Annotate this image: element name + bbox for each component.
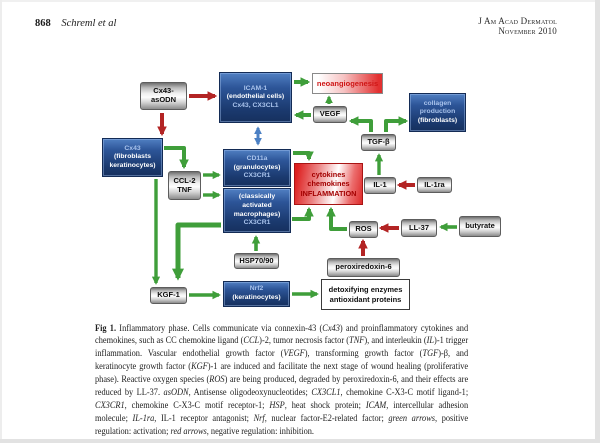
caption-text: , nuclear factor-E2-related factor; [264,413,389,424]
node-label: cytokines [311,169,346,179]
caption-text: , chemokine C-X3-C motif receptor-1; [124,400,270,411]
caption-text: ) are being produced, degraded by peroxiredoxin-6, and their effects are reduced by LL-37. [95,375,469,399]
caption-text: asODN [163,388,189,399]
node-label: Cx43 [124,144,141,152]
caption-text: ICAM [365,400,387,411]
node-macrophages [223,188,291,233]
node-label: TGF-β [367,137,390,147]
caption-text: , Antisense oligodeoxynucleotides; [188,388,312,399]
node-label: ROS [355,224,372,234]
page-number: 868 [35,18,51,29]
node-ll37 [401,219,437,237]
node-label: (classically [238,193,276,201]
node-label: CD11a [246,155,268,163]
caption-text: Nrf [253,413,265,424]
node-label: VEGF [319,109,341,119]
node-label: asODN [150,95,176,104]
caption-text: KGF [191,362,208,373]
node-kgf1 [150,287,187,304]
arrow-cd11a-to-inflammation [293,153,309,159]
node-ros [349,221,378,238]
node-label: (granulocytes) [233,163,281,171]
node-label: (fibroblasts) [417,116,458,124]
node-vegf [313,106,347,123]
node-icam1 [219,72,292,123]
node-label: CX3CR1 [243,172,271,180]
caption-text: )-2, tumor necrosis factor ( [259,336,350,347]
node-cx43-fibro [102,138,163,177]
caption-text: , intercellular adhesion molecule; [95,400,469,424]
node-nrf2 [223,281,290,307]
caption-text: ) and proinflammatory cytokines and chemokines, such as CC chemokine ligand ( [95,323,469,347]
node-ccl2-tnf [168,171,201,200]
arrow-macrophages-to-kgf1 [178,225,221,278]
caption-text: )-β, and keratinocyte growth factor ( [95,349,469,373]
caption-text: TNF [349,336,365,347]
node-detox [321,279,410,310]
caption-text: green arrows [388,413,436,424]
node-il1 [364,177,396,194]
node-label: (keratinocytes) [232,294,281,301]
node-label: Cx43, CX3CL1 [232,101,279,109]
caption-text: VEGF [283,349,305,360]
arrow-cx43-fibro-to-ccl2-tnf [164,148,184,167]
caption-text: CCL [243,336,260,347]
caption-text: HSP [269,400,285,411]
caption-text: )-1 are induced and facilitate the next stage of wound healing (proliferative phase). Reactive oxygen species ( [95,362,469,386]
node-label: peroxiredoxin-6 [335,262,392,272]
arrow-ros-to-inflammation [331,209,347,229]
node-butyrate [459,216,501,237]
caption-text: )-1 trigger inflammation. Vascular endothelial growth factor ( [95,336,469,360]
caption-text: ), and interleukin ( [364,336,427,347]
caption-text: , chemokine C-X3-C motif ligand-1; [340,388,469,399]
node-label: macrophages) [233,210,281,218]
arrow-tgfb-to-vegf [351,121,371,132]
caption-text: Cx43 [322,323,340,334]
node-label: Nrf2 [249,285,264,293]
caption-text: TGF [422,349,439,360]
figure-caption [95,323,468,439]
node-prdx6 [327,258,400,277]
node-label: collagen [423,99,452,107]
node-label: production [419,108,456,116]
node-label: CCL-2 [173,175,196,185]
arrow-tgfb-to-collagen [386,121,406,132]
node-label: activated [242,201,272,209]
node-label: (endothelial cells) [226,93,285,101]
node-label: LL-37 [408,222,429,232]
node-label: (fibroblasts [113,153,151,161]
caption-text: CX3CL1 [311,388,341,399]
node-label: butyrate [465,221,495,231]
node-cx43-asodn [140,82,187,110]
node-inflammation [294,163,363,205]
caption-figure-label: Fig 1. [95,323,117,334]
caption-text: , IL-1 receptor antagonist; [154,413,254,424]
caption-text: CX3CR1 [95,400,125,411]
node-label: KGF-1 [157,290,180,300]
caption-text: red arrows [170,426,207,437]
node-tgfb [361,134,396,151]
node-collagen [409,93,466,132]
node-label: IL-1ra [424,179,445,189]
node-label: ICAM-1 [243,84,268,92]
caption-text: Inflammatory phase. Cells communicate via connexin-43 ( [116,323,323,334]
node-label: TNF [177,184,192,194]
caption-text: ROS [209,375,225,386]
caption-text: IL [426,336,435,347]
node-label: neoangiogenesis [316,79,379,88]
node-label: antioxidant proteins [329,294,402,304]
node-label: Cx43- [153,86,174,96]
caption-text: , positive regulation: activation; [95,413,469,437]
node-label: keratinocytes) [109,161,156,169]
node-label: INFLAMMATION [300,188,357,198]
journal-name: J Am Acad Dermatol [478,16,557,26]
arrow-macrophages-to-inflammation [292,209,309,219]
node-il1ra [417,177,452,193]
node-neoangiogenesis [312,73,383,94]
caption-text: ), transforming growth factor ( [304,349,423,360]
running-authors: Schreml et al [61,18,117,29]
node-hsp7090 [234,253,279,269]
node-label: chemokines [307,179,350,189]
journal-issue: November 2010 [498,26,557,36]
caption-text: , negative regulation: inhibition. [206,426,315,437]
node-label: detoxifying enzymes [328,285,403,295]
caption-text: , heat shock protein; [284,400,366,411]
node-label: IL-1 [373,180,387,190]
node-cd11a [223,149,291,187]
node-label: CX3CR1 [243,219,271,227]
node-label: HSP70/90 [239,255,274,265]
caption-text: IL-1ra [132,413,155,424]
